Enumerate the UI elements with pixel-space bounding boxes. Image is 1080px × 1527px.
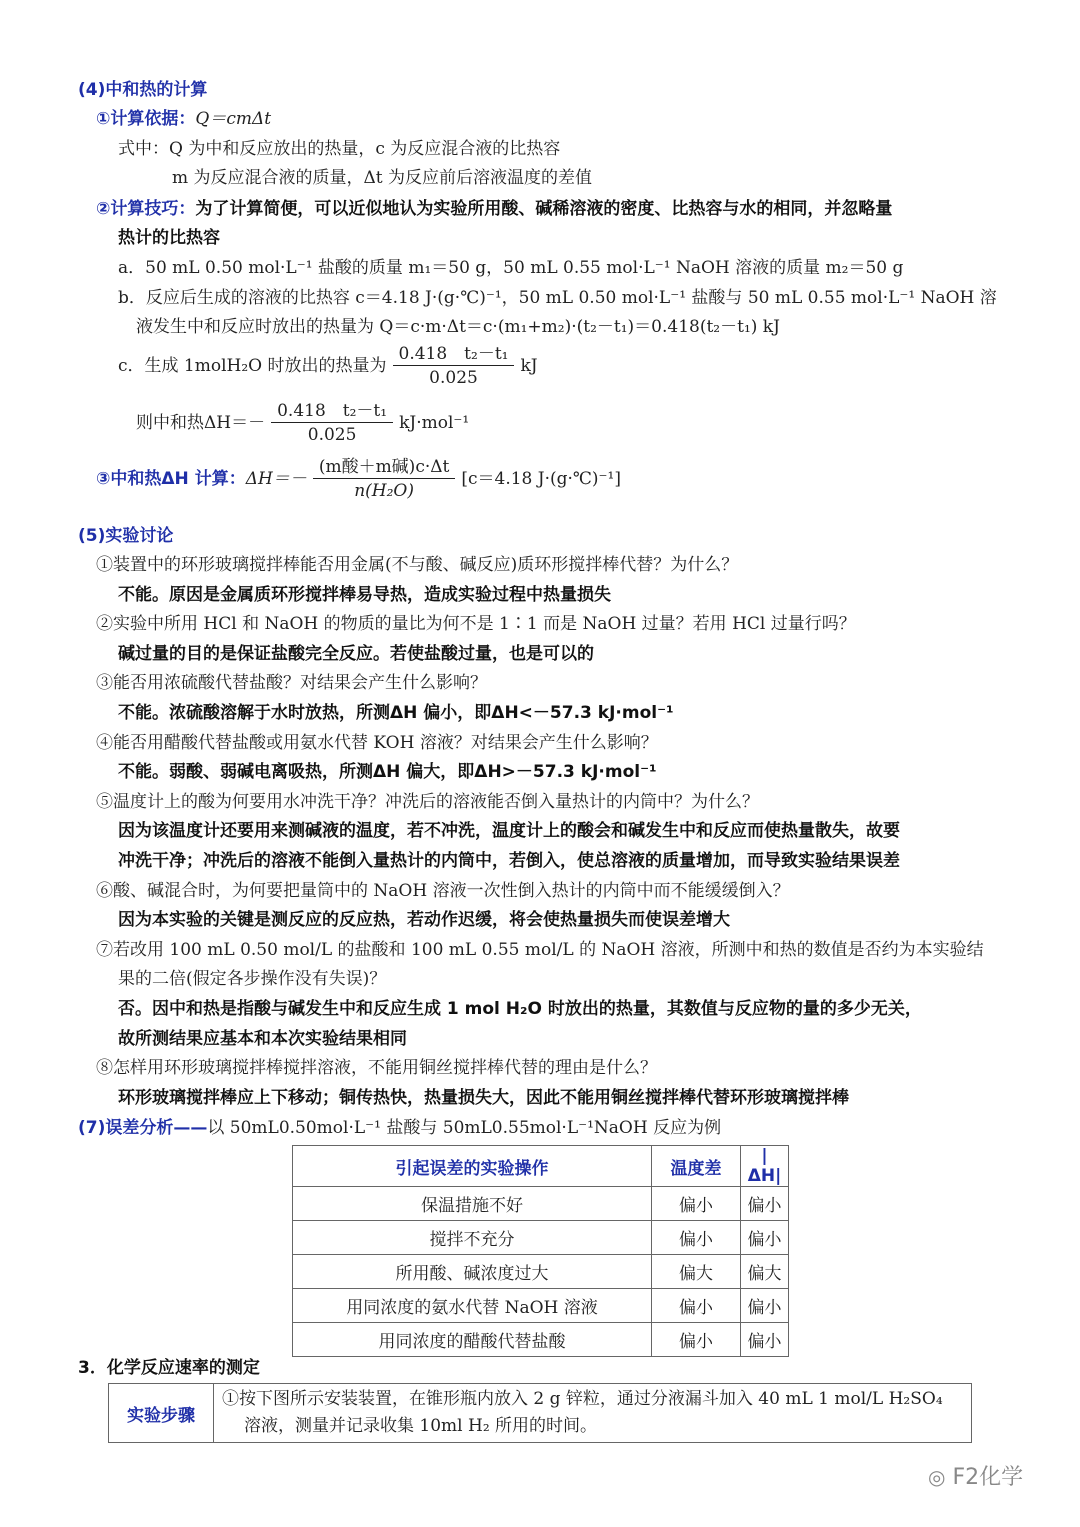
wechat-watermark: [928, 1460, 1023, 1491]
table-cell: 偏大: [741, 1255, 789, 1289]
answer-3: 不能。浓硫酸溶解于水时放热，所测ΔH 偏小，即ΔH<－57.3 kJ·mol⁻¹: [118, 703, 674, 723]
section-5-title: (5)实验讨论: [78, 526, 174, 546]
item-d-numerator: 0.418 t₂－t₁: [271, 400, 393, 423]
dh-calc-prefix: ΔH＝－: [245, 469, 307, 489]
answer-7-line-1: 否。因中和热是指酸与碱发生中和反应生成 1 mol H₂O 时放出的热量，其数值与反应物的量的多少无关，: [118, 999, 922, 1019]
question-1: ①装置中的环形玻璃搅拌棒能否用金属(不与酸、碱反应)质环形搅拌棒代替？为什么？: [96, 555, 739, 575]
item-c-fraction: [393, 343, 515, 390]
table-row: [293, 1289, 789, 1323]
table-header-cell: 引起误差的实验操作: [293, 1146, 652, 1187]
step-line-1: ①按下图所示安装装置，在锥形瓶内放入 2 g 锌粒，通过分液漏斗加入 40 mL 1 mol/L H₂SO₄: [222, 1389, 943, 1409]
step-label-cell: 实验步骤: [109, 1384, 214, 1443]
calc-tip-text: 为了计算简便，可以近似地认为实验所用酸、碱稀溶液的密度、比热容与水的相同，并忽略量: [195, 199, 893, 219]
question-7-line-1: ⑦若改用 100 mL 0.50 mol/L 的盐酸和 100 mL 0.55 mol/L 的 NaOH 溶液，所测中和热的数值是否约为本实验结: [96, 940, 984, 960]
item-c-denominator: 0.025: [429, 368, 478, 388]
calc-basis-formula: Q＝cmΔt: [195, 109, 272, 129]
formula-note-1: 式中：Q 为中和反应放出的热量，c 为反应混合液的比热容: [118, 139, 561, 159]
answer-6: 因为本实验的关键是测反应的反应热，若动作迟缓，将会使热量损失而使误差增大: [118, 910, 730, 930]
section-4-title: (4)中和热的计算: [78, 80, 208, 100]
table-cell: 偏小: [741, 1289, 789, 1323]
dh-calc-suffix: [c＝4.18 J·(g·℃)⁻¹]: [461, 469, 621, 489]
answer-5-line-1: 因为该温度计还要用来测碱液的温度，若不冲洗，温度计上的酸会和碱发生中和反应而使热量散失，故要: [118, 821, 900, 841]
table-cell: 偏小: [741, 1323, 789, 1357]
question-5: ⑤温度计上的酸为何要用水冲洗干净？冲洗后的溶液能否倒入量热计的内筒中？为什么？: [96, 792, 759, 812]
table-cell: 偏小: [652, 1221, 741, 1255]
item-c: [118, 343, 538, 390]
item-b-line-2: 液发生中和反应时放出的热量为 Q＝c·m·Δt＝c·(m₁+m₂)·(t₂－t₁)＝0.418(t₂－t₁) kJ: [136, 317, 780, 337]
dh-calc-denominator: n(H₂O): [354, 481, 414, 501]
question-4: ④能否用醋酸代替盐酸或用氨水代替 KOH 溶液？对结果会产生什么影响？: [96, 733, 658, 753]
question-8: ⑧怎样用环形玻璃搅拌棒搅拌溶液，不能用铜丝搅拌棒代替的理由是什么？: [96, 1058, 657, 1078]
table-row: [293, 1323, 789, 1357]
calc-tip-text-2: 热计的比热容: [118, 228, 220, 248]
table-row: [293, 1255, 789, 1289]
section-3-title: 3．化学反应速率的测定: [78, 1358, 260, 1378]
question-6: ⑥酸、碱混合时，为何要把量筒中的 NaOH 溶液一次性倒入热计的内筒中而不能缓缓倒入？: [96, 881, 790, 901]
calc-tip-line: [96, 197, 892, 221]
table-cell: 用同浓度的醋酸代替盐酸: [293, 1323, 652, 1357]
table-cell: 偏小: [652, 1187, 741, 1221]
step-line-2: 溶液，测量并记录收集 10ml H₂ 所用的时间。: [244, 1416, 598, 1436]
table-cell: 所用酸、碱浓度过大: [293, 1255, 652, 1289]
section-7-title: (7)误差分析——: [78, 1118, 208, 1138]
table-row: [293, 1221, 789, 1255]
item-d-prefix: 则中和热ΔH＝－: [136, 413, 266, 433]
error-analysis-table: [292, 1145, 789, 1357]
table-cell: 偏大: [652, 1255, 741, 1289]
table-cell: 用同浓度的氨水代替 NaOH 溶液: [293, 1289, 652, 1323]
section-7-subtitle: 以 50mL0.50mol·L⁻¹ 盐酸与 50mL0.55mol·L⁻¹NaOH 反应为例: [207, 1118, 722, 1138]
answer-4: 不能。弱酸、弱碱电离吸热，所测ΔH 偏大，即ΔH>－57.3 kJ·mol⁻¹: [118, 762, 657, 782]
formula-note-2: m 为反应混合液的质量，Δt 为反应前后溶液温度的差值: [172, 168, 593, 188]
table-header-cell: 温度差: [652, 1146, 741, 1187]
dh-calc-fraction: [313, 456, 456, 503]
item-d-unit: kJ·mol⁻¹: [399, 413, 470, 433]
calc-basis-line: [96, 107, 271, 131]
table-cell: 保温措施不好: [293, 1187, 652, 1221]
experiment-steps-table: [108, 1383, 972, 1443]
table-cell: 偏小: [741, 1187, 789, 1221]
calc-basis-label: ①计算依据：: [96, 109, 196, 129]
table-cell: 偏小: [652, 1323, 741, 1357]
item-d: [136, 400, 469, 447]
item-d-fraction: [271, 400, 393, 447]
table-header-row: [293, 1146, 789, 1187]
table-cell: 偏小: [741, 1221, 789, 1255]
table-row: [293, 1187, 789, 1221]
answer-5-line-2: 冲洗干净；冲洗后的溶液不能倒入量热计的内筒中，若倒入，使总溶液的质量增加，而导致实验结果误差: [118, 851, 900, 871]
answer-2: 碱过量的目的是保证盐酸完全反应。若使盐酸过量，也是可以的: [118, 644, 594, 664]
dh-calc-line: [96, 456, 621, 503]
dh-calc-label: ③中和热ΔH 计算：: [96, 469, 246, 489]
dh-calc-numerator: (m酸＋m碱)c·Δt: [313, 456, 456, 479]
item-c-prefix: c．生成 1molH₂O 时放出的热量为: [118, 356, 387, 376]
table-cell: 偏小: [652, 1289, 741, 1323]
answer-1: 不能。原因是金属质环形搅拌棒易导热，造成实验过程中热量损失: [118, 585, 611, 605]
table-header-cell: |ΔH|: [741, 1146, 789, 1187]
question-2: ②实验中所用 HCl 和 NaOH 的物质的量比为何不是 1∶1 而是 NaOH 过量？若用 HCl 过量行吗？: [96, 614, 856, 634]
answer-8: 环形玻璃搅拌棒应上下移动；铜传热快，热量损失大，因此不能用铜丝搅拌棒代替环形玻璃搅拌棒: [118, 1088, 849, 1108]
item-c-unit: kJ: [520, 356, 538, 376]
answer-7-line-2: 故所测结果应基本和本次实验结果相同: [118, 1029, 407, 1049]
step-content-cell: [214, 1384, 972, 1443]
question-3: ③能否用浓硫酸代替盐酸？对结果会产生什么影响？: [96, 673, 487, 693]
table-cell: 搅拌不充分: [293, 1221, 652, 1255]
question-7-line-2: 果的二倍(假定各步操作没有失误)？: [118, 969, 387, 989]
wechat-logo-icon: ◎: [928, 1465, 946, 1489]
table-row: [109, 1384, 972, 1443]
watermark-text: F2化学: [952, 1465, 1024, 1490]
item-b-line-1: b．反应后生成的溶液的比热容 c＝4.18 J·(g·℃)⁻¹，50 mL 0.50 mol·L⁻¹ 盐酸与 50 mL 0.55 mol·L⁻¹ NaOH 溶: [118, 288, 997, 308]
section-7-title-line: [78, 1116, 721, 1140]
item-a: a．50 mL 0.50 mol·L⁻¹ 盐酸的质量 m₁＝50 g，50 mL 0.55 mol·L⁻¹ NaOH 溶液的质量 m₂＝50 g: [118, 258, 904, 278]
item-d-denominator: 0.025: [307, 425, 357, 445]
item-c-numerator: 0.418 t₂－t₁: [393, 343, 515, 366]
calc-tip-label: ②计算技巧：: [96, 199, 196, 219]
